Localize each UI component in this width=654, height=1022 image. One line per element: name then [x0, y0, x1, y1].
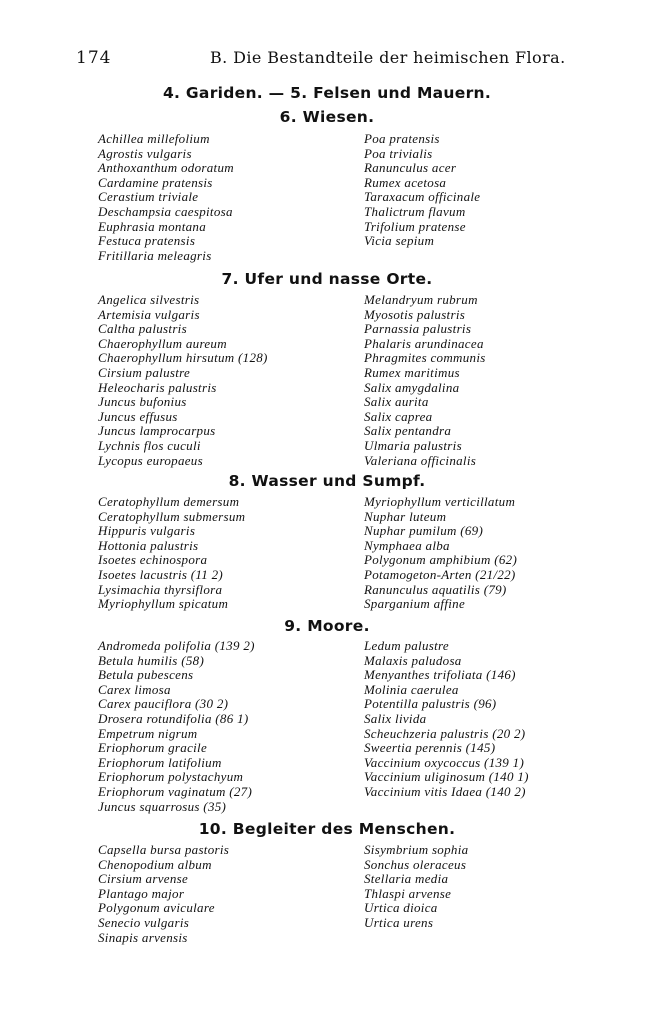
plant-name: Isoetes lacustris (11 2) — [98, 566, 224, 582]
plant-name: Ledum palustre — [364, 638, 449, 653]
section-heading-ufer: 7. Ufer und nasse Orte. — [221, 270, 433, 288]
plant-name: Rumex maritimus — [364, 364, 460, 380]
plant-name: Malaxis paludosa — [364, 652, 462, 668]
plant-name: Phragmites communis — [364, 350, 486, 366]
plant-name: Myosotis palustris — [364, 306, 466, 322]
plant-name: Festuca pratensis — [98, 233, 196, 249]
plant-name: Chenopodium album — [98, 856, 212, 872]
plant-name: Heleocharis palustris — [98, 379, 217, 395]
plant-name: Empetrum nigrum — [98, 725, 198, 741]
plant-name: Cirsium arvense — [98, 871, 189, 887]
plant-name: Isoetes echinospora — [98, 552, 208, 568]
plant-name: Senecio vulgaris — [98, 914, 190, 930]
plant-name: Cerastium triviale — [98, 189, 199, 205]
plant-name: Angelica silvestris — [98, 292, 200, 307]
plant-name: Achillea millefolium — [98, 131, 210, 146]
plant-name: Potentilla palustris (96) — [364, 696, 497, 712]
plant-name: Hottonia palustris — [98, 537, 199, 553]
plant-name: Sisymbrium sophia — [364, 842, 469, 857]
plant-list-wiesen-right — [364, 132, 480, 249]
plant-name: Sinapis arvensis — [98, 929, 188, 945]
plant-name: Polygonum amphibium (62) — [364, 552, 518, 568]
plant-name: Parnassia palustris — [364, 321, 472, 337]
plant-name: Vaccinium oxycoccus (139 1) — [364, 754, 525, 770]
plant-name: Juncus effusus — [98, 408, 178, 424]
plant-name: Polygonum aviculare — [98, 900, 215, 916]
plant-name: Vaccinium uliginosum (140 1) — [364, 769, 529, 785]
plant-list-ufer-right — [364, 293, 486, 468]
plant-name: Eriophorum vaginatum (27) — [98, 783, 253, 799]
plant-name: Thlaspi arvense — [364, 885, 452, 901]
plant-list-ufer-left — [98, 293, 268, 468]
plant-name: Ceratophyllum submersum — [98, 508, 246, 524]
plant-name: Myriophyllum verticillatum — [364, 494, 516, 509]
plant-name: Vicia sepium — [364, 233, 435, 249]
plant-name: Valeriana officinalis — [364, 452, 477, 468]
plant-name: Molinia caerulea — [364, 681, 459, 697]
plant-name: Anthoxanthum odoratum — [98, 160, 234, 176]
plant-name: Lychnis flos cuculi — [98, 437, 201, 453]
plant-name: Plantago major — [98, 885, 185, 901]
plant-name: Urtica urens — [364, 914, 434, 930]
section-heading-wasser: 8. Wasser und Sumpf. — [228, 472, 426, 490]
plant-name: Ceratophyllum demersum — [98, 494, 240, 509]
plant-name: Myriophyllum spicatum — [98, 596, 229, 612]
plant-name: Chaerophyllum hirsutum (128) — [98, 350, 268, 366]
plant-name: Eriophorum gracile — [98, 740, 208, 756]
plant-name: Carex pauciflora (30 2) — [98, 696, 229, 712]
plant-name: Stellaria media — [364, 871, 449, 887]
plant-name: Menyanthes trifoliata (146) — [364, 667, 516, 683]
plant-name: Juncus bufonius — [98, 394, 187, 410]
plant-name: Trifolium pratense — [364, 218, 466, 234]
plant-name: Urtica dioica — [364, 900, 438, 916]
plant-name: Artemisia vulgaris — [98, 306, 200, 322]
plant-name: Capsella bursa pastoris — [98, 842, 230, 857]
plant-name: Rumex acetosa — [364, 174, 447, 190]
plant-name: Poa trivialis — [364, 145, 433, 161]
plant-name: Cardamine pratensis — [98, 174, 213, 190]
plant-name: Salix pentandra — [364, 423, 452, 439]
plant-name: Sonchus oleraceus — [364, 856, 467, 872]
plant-name: Sparganium affine — [364, 596, 466, 612]
plant-name: Hippuris vulgaris — [98, 523, 196, 539]
plant-name: Euphrasia montana — [98, 218, 207, 234]
plant-name: Ranunculus aquatilis (79) — [364, 581, 507, 597]
plant-name: Nymphaea alba — [364, 537, 450, 553]
plant-name: Salix amygdalina — [364, 379, 460, 395]
section-heading-gariden-felsen: 4. Gariden. — 5. Felsen und Mauern. — [162, 84, 492, 102]
plant-name: Nuphar pumilum (69) — [364, 523, 484, 539]
section-heading-wiesen: 6. Wiesen. — [279, 108, 375, 126]
plant-name: Caltha palustris — [98, 321, 187, 337]
plant-name: Juncus squarrosus (35) — [98, 798, 227, 814]
plant-name: Thalictrum flavum — [364, 203, 466, 219]
plant-name: Phalaris arundinacea — [364, 335, 484, 351]
plant-name: Andromeda polifolia (139 2) — [98, 638, 255, 653]
plant-name: Carex limosa — [98, 681, 171, 697]
plant-name: Potamogeton-Arten (21/22) — [364, 566, 516, 582]
plant-name: Eriophorum latifolium — [98, 754, 222, 770]
plant-name: Taraxacum officinale — [364, 189, 481, 205]
plant-list-moore-right — [364, 639, 529, 800]
plant-name: Ranunculus acer — [364, 160, 457, 176]
plant-name: Eriophorum polystachyum — [98, 769, 244, 785]
plant-name: Fritillaria meleagris — [98, 247, 212, 263]
plant-name: Chaerophyllum aureum — [98, 335, 227, 351]
page-number: 174 — [76, 48, 112, 68]
plant-list-begleiter-left — [98, 843, 229, 945]
plant-name: Poa pratensis — [364, 131, 440, 146]
plant-name: Nuphar luteum — [364, 508, 447, 524]
plant-name: Lycopus europaeus — [98, 452, 203, 468]
plant-name: Juncus lamprocarpus — [98, 423, 216, 439]
plant-name: Salix caprea — [364, 408, 433, 424]
section-heading-begleiter: 10. Begleiter des Menschen. — [198, 820, 456, 838]
plant-list-moore-left — [98, 639, 255, 814]
plant-name: Deschampsia caespitosa — [98, 203, 233, 219]
plant-name: Betula pubescens — [98, 667, 194, 683]
plant-name: Melandryum rubrum — [364, 292, 478, 307]
section-heading-moore: 9. Moore. — [284, 617, 370, 635]
plant-name: Agrostis vulgaris — [98, 145, 192, 161]
plant-name: Lysimachia thyrsiflora — [98, 581, 223, 597]
plant-name: Vaccinium vitis Idaea (140 2) — [364, 783, 526, 799]
plant-list-wasser-left — [98, 495, 245, 612]
page-header — [70, 46, 630, 70]
plant-name: Betula humilis (58) — [98, 652, 205, 668]
plant-name: Drosera rotundifolia (86 1) — [98, 710, 249, 726]
plant-name: Salix livida — [364, 710, 427, 726]
plant-list-wasser-right — [364, 495, 517, 612]
plant-list-begleiter-right — [364, 843, 468, 931]
plant-name: Cirsium palustre — [98, 364, 191, 380]
plant-list-wiesen-left — [98, 132, 234, 263]
plant-name: Scheuchzeria palustris (20 2) — [364, 725, 526, 741]
plant-name: Sweertia perennis (145) — [364, 740, 496, 756]
plant-name: Salix aurita — [364, 394, 429, 410]
running-title: B. Die Bestandteile der heimischen Flora. — [210, 48, 566, 67]
plant-name: Ulmaria palustris — [364, 437, 462, 453]
